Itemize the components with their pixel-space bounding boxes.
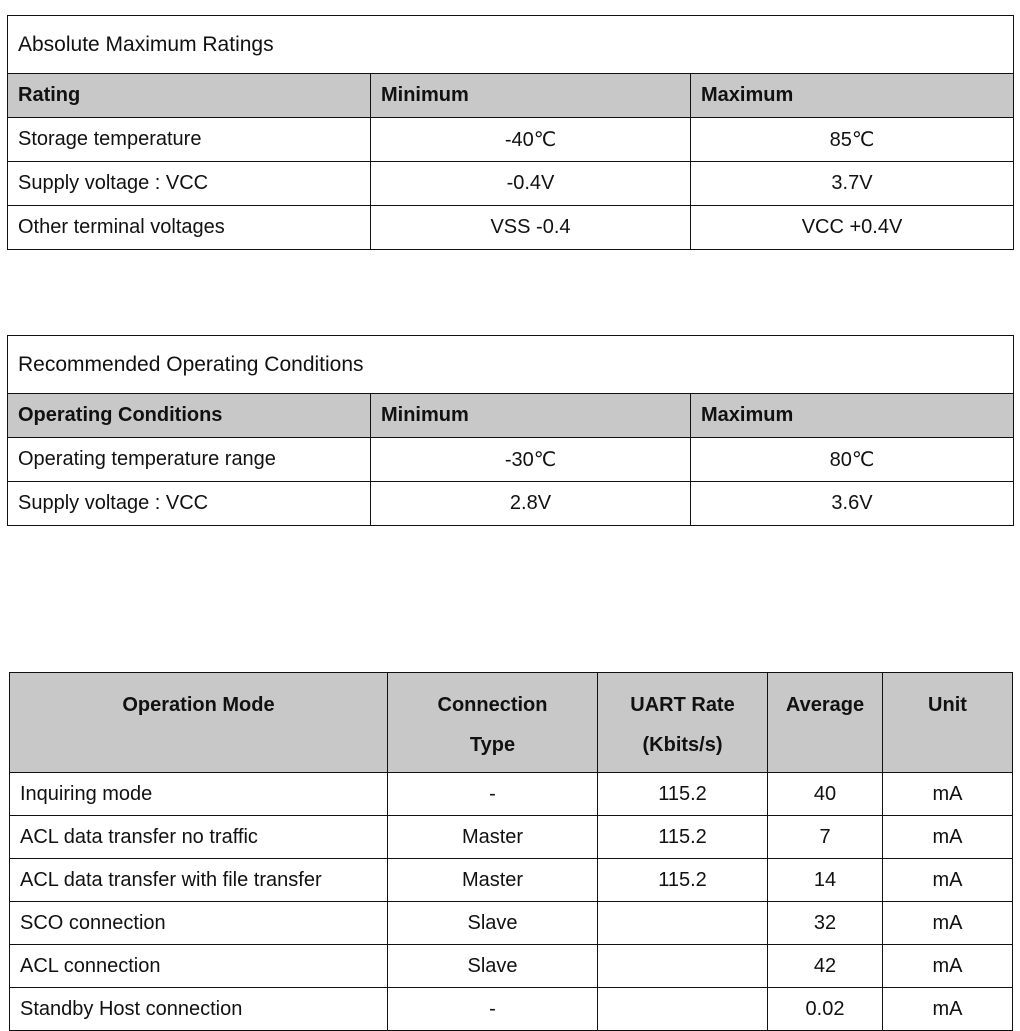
- cell-connection-type: Slave: [388, 902, 598, 945]
- cell-operation-mode: SCO connection: [10, 902, 388, 945]
- cell-uart-rate: 115.2: [598, 816, 768, 859]
- header-connection-type: Connection Type: [388, 673, 598, 773]
- header-operating-conditions: Operating Conditions: [8, 394, 371, 438]
- cell-uart-rate: 115.2: [598, 859, 768, 902]
- cell-average: 0.02: [768, 988, 883, 1031]
- header-maximum: Maximum: [691, 394, 1014, 438]
- cell-connection-type: Master: [388, 859, 598, 902]
- table-title: Absolute Maximum Ratings: [8, 16, 1014, 74]
- cell-connection-type: Slave: [388, 945, 598, 988]
- current-consumption-table: [9, 672, 1013, 1031]
- recommended-operating-conditions-table: [7, 335, 1014, 526]
- cell-maximum: 85℃: [691, 118, 1014, 162]
- cell-operation-mode: ACL data transfer no traffic: [10, 816, 388, 859]
- cell-unit: mA: [883, 988, 1013, 1031]
- cell-operation-mode: ACL connection: [10, 945, 388, 988]
- header-operation-mode: Operation Mode: [10, 673, 388, 773]
- cell-unit: mA: [883, 902, 1013, 945]
- table-row: [10, 859, 1013, 902]
- header-rating: Rating: [8, 74, 371, 118]
- table-row: [10, 988, 1013, 1031]
- table-row: [10, 816, 1013, 859]
- table-row: [8, 118, 1014, 162]
- cell-connection-type: -: [388, 988, 598, 1031]
- cell-rating: Supply voltage : VCC: [8, 162, 371, 206]
- table-row: [8, 206, 1014, 250]
- cell-maximum: VCC +0.4V: [691, 206, 1014, 250]
- cell-unit: mA: [883, 816, 1013, 859]
- cell-uart-rate: 115.2: [598, 773, 768, 816]
- cell-uart-rate: [598, 902, 768, 945]
- cell-uart-rate: [598, 988, 768, 1031]
- header-unit: Unit: [883, 673, 1013, 773]
- cell-rating: Storage temperature: [8, 118, 371, 162]
- cell-unit: mA: [883, 859, 1013, 902]
- cell-minimum: -40℃: [371, 118, 691, 162]
- header-uart-rate: UART Rate (Kbits/s): [598, 673, 768, 773]
- cell-average: 32: [768, 902, 883, 945]
- cell-minimum: -30℃: [371, 438, 691, 482]
- cell-minimum: -0.4V: [371, 162, 691, 206]
- cell-connection-type: -: [388, 773, 598, 816]
- cell-condition: Operating temperature range: [8, 438, 371, 482]
- absolute-max-ratings-table: [7, 15, 1014, 250]
- table-row: [10, 945, 1013, 988]
- header-average: Average: [768, 673, 883, 773]
- cell-operation-mode: Standby Host connection: [10, 988, 388, 1031]
- cell-average: 14: [768, 859, 883, 902]
- cell-maximum: 3.7V: [691, 162, 1014, 206]
- cell-average: 42: [768, 945, 883, 988]
- table-row: [10, 902, 1013, 945]
- cell-operation-mode: ACL data transfer with file transfer: [10, 859, 388, 902]
- cell-minimum: VSS -0.4: [371, 206, 691, 250]
- header-minimum: Minimum: [371, 394, 691, 438]
- header-minimum: Minimum: [371, 74, 691, 118]
- cell-minimum: 2.8V: [371, 482, 691, 526]
- cell-maximum: 80℃: [691, 438, 1014, 482]
- table-title: Recommended Operating Conditions: [8, 336, 1014, 394]
- cell-uart-rate: [598, 945, 768, 988]
- table-row: [10, 773, 1013, 816]
- table-row: [8, 438, 1014, 482]
- cell-unit: mA: [883, 773, 1013, 816]
- cell-connection-type: Master: [388, 816, 598, 859]
- cell-unit: mA: [883, 945, 1013, 988]
- cell-average: 40: [768, 773, 883, 816]
- cell-maximum: 3.6V: [691, 482, 1014, 526]
- cell-rating: Other terminal voltages: [8, 206, 371, 250]
- cell-operation-mode: Inquiring mode: [10, 773, 388, 816]
- header-maximum: Maximum: [691, 74, 1014, 118]
- cell-average: 7: [768, 816, 883, 859]
- table-row: [8, 482, 1014, 526]
- table-row: [8, 162, 1014, 206]
- cell-condition: Supply voltage : VCC: [8, 482, 371, 526]
